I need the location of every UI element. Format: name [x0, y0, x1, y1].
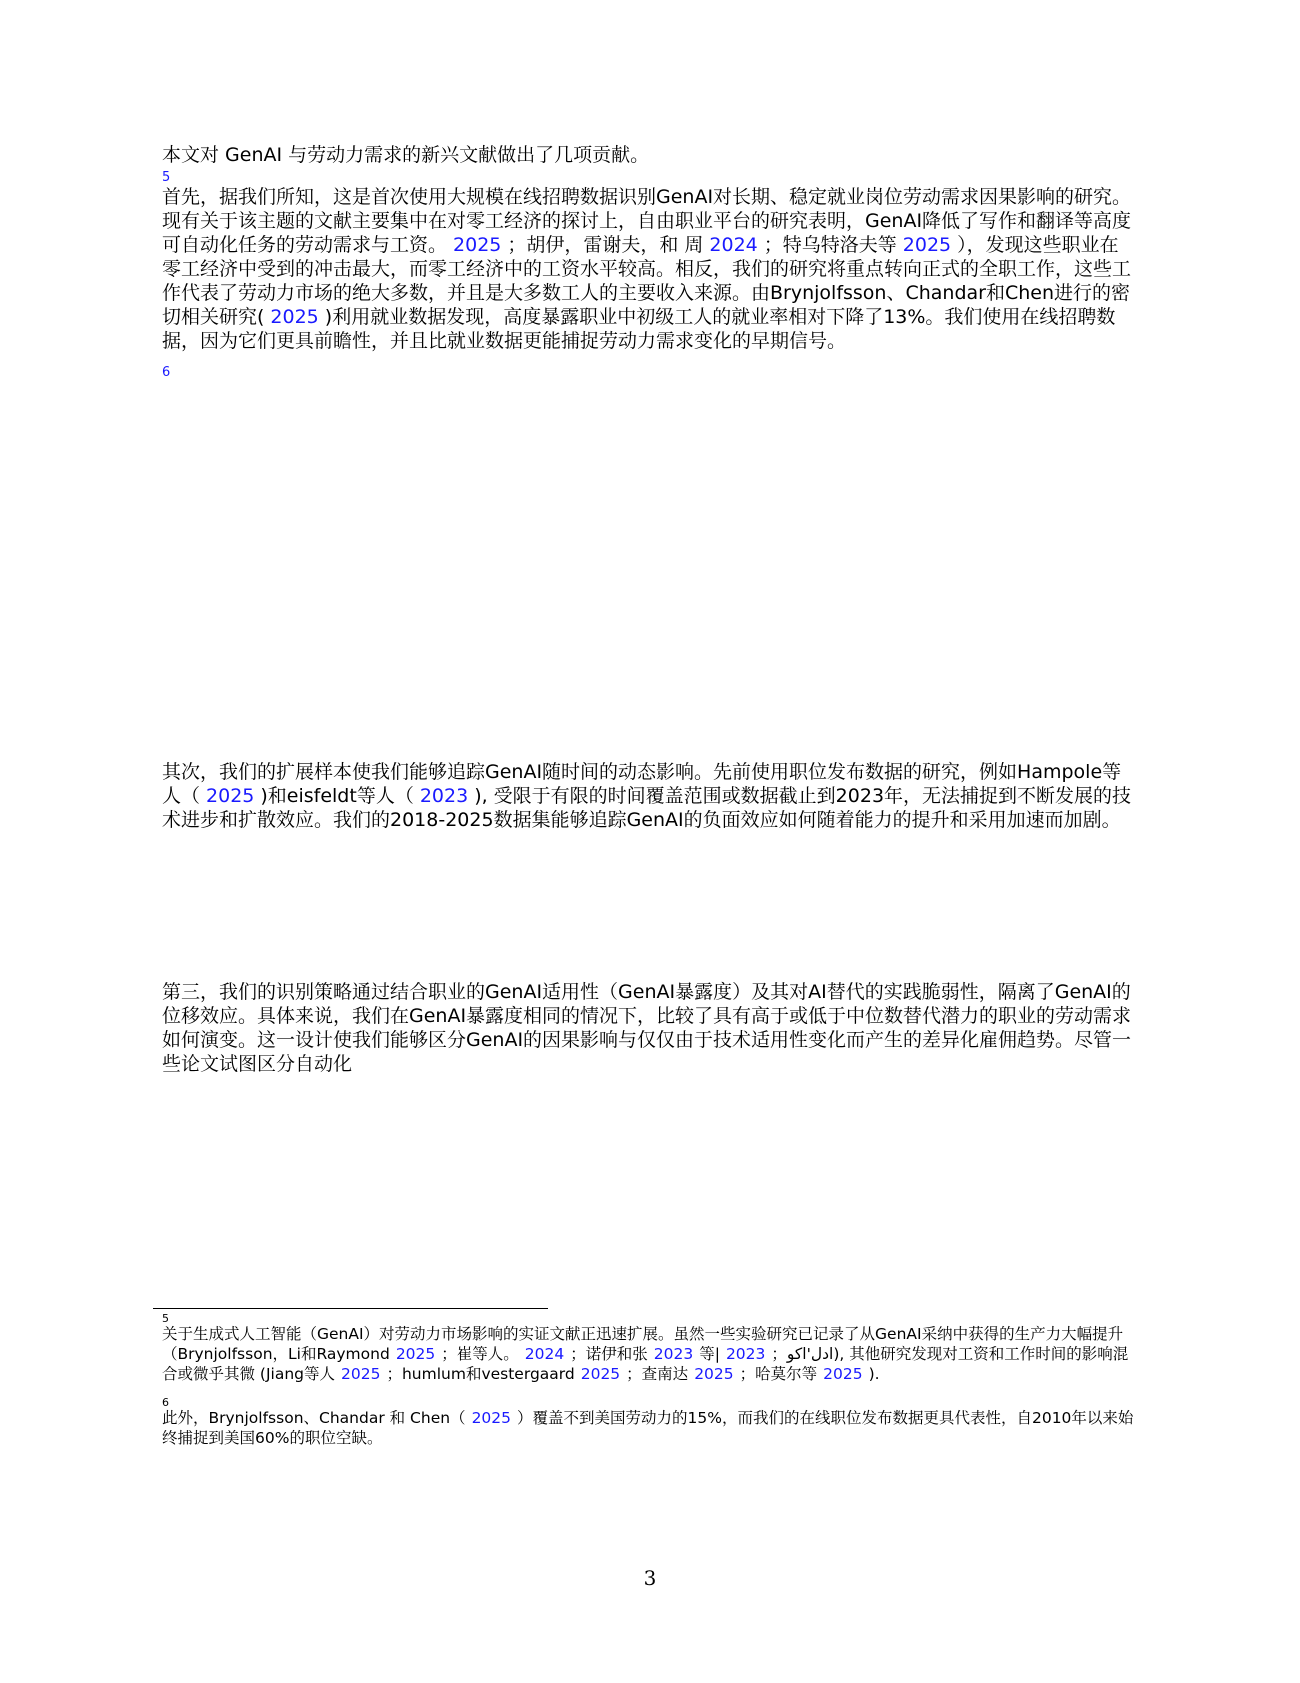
footnote-separator — [153, 1308, 548, 1309]
footnote-marker-5[interactable]: 5 — [162, 170, 171, 185]
citation-link[interactable]: 2023 — [725, 1345, 766, 1363]
paragraph-third-contribution: 第三，我们的识别策略通过结合职业的GenAI适用性（GenAI暴露度）及其对AI替代的实践脆弱性，隔离了GenAI的位移效应。具体来说，我们在GenAI暴露度相同的情况下，比较了具有高于或低于中位数替代潜力的职业的劳动需求如何演变。这一设计使我们能够区分GenAI的因果影响与仅仅由于技术适用性变化而产生的差异化雇佣趋势。尽管一些论文试图区分自动化 — [162, 981, 1132, 1075]
fn6-text: ）覆盖不到美国劳动力的15%，而我们的在线职位发布数据更具代表性，自2010年以来始终捕捉到美国60%的职位空缺。 — [162, 1409, 1134, 1447]
citation-link[interactable]: 2025 — [471, 1409, 512, 1427]
fn5-text: ；诺伊和张 — [570, 1345, 648, 1363]
fn6-text: 此外，Brynjolfsson、Chandar 和 Chen（ — [162, 1409, 466, 1427]
intro-sentence: 本文对 GenAI 与劳动力需求的新兴文献做出了几项贡献。 — [162, 144, 650, 166]
fn5-text: ), 其他研究发现对工资和工作时间的影响混合或微乎其微 (Jiang等人 — [162, 1345, 1129, 1383]
citation-link[interactable]: 2025 — [453, 234, 502, 256]
fn5-text: ；humlum和vestergaard — [386, 1365, 575, 1383]
citation-link[interactable]: 2025 — [580, 1365, 621, 1383]
citation-link[interactable]: 2025 — [902, 234, 952, 256]
citation-link[interactable]: 2024 — [524, 1345, 565, 1363]
footnote-marker-6[interactable]: 6 — [162, 365, 171, 380]
citation-link[interactable]: 2025 — [395, 1345, 436, 1363]
citation-link[interactable]: 2023 — [419, 785, 469, 807]
citation-link[interactable]: 2025 — [206, 785, 255, 807]
footnote-5 — [162, 1324, 1137, 1384]
p1-text-5: )利用就业数据发现，高度暴露职业中初级工人的就业率相对下降了13%。我们使用在线招聘数据，因为它们更具前瞻性，并且比就业数据更能捕捉劳动力需求变化的早期信号。 — [162, 306, 1116, 352]
p1-text-1: 首先，据我们所知，这是首次使用大规模在线招聘数据识别GenAI对长期、稳定就业岗位劳动需求因果影响的研究。现有关于该主题的文献主要集中在对零工经济的探讨上，自由职业平台的研究表明，GenAI降低了写作和翻译等高度可自动化任务的劳动需求与工资。 — [162, 186, 1132, 256]
page-number: 3 — [643, 1566, 657, 1590]
citation-link[interactable]: 2023 — [653, 1345, 694, 1363]
paragraph-first-contribution — [162, 185, 1137, 353]
fn5-text: ). — [868, 1365, 880, 1383]
p2-text-2: )和eisfeldt等人（ — [260, 785, 414, 807]
footnote-number-6: 6 — [162, 1396, 169, 1409]
p2-text-3: ), 受限于有限的时间覆盖范围或数据截止到2023年，无法捕捉到不断发展的技术进步和扩散效应。我们的2018-2025数据集能够追踪GenAI的负面效应如何随着能力的提升和采用加速而加剧。 — [162, 785, 1132, 831]
fn5-text: 关于生成式人工智能（GenAI）对劳动力市场影响的实证文献正迅速扩展。虽然一些实验研究已记录了从GenAI采纳中获得的生产力大幅提升（Brynjolfsson，Li和Raymond — [162, 1325, 1124, 1363]
p2-text-1: 其次，我们的扩展样本使我们能够追踪GenAI随时间的动态影响。先前使用职位发布数据的研究，例如Hampole等人（ — [162, 761, 1122, 807]
p1-text-2: ；胡伊，雷谢夫，和 周 — [507, 234, 704, 256]
footnote-6 — [162, 1408, 1137, 1448]
citation-link[interactable]: 2025 — [823, 1365, 863, 1383]
p1-text-3: ；特乌特洛夫等 — [763, 234, 897, 256]
citation-link[interactable]: 2024 — [709, 234, 758, 256]
p1-text-4: ），发现这些职业在零工经济中受到的冲击最大，而零工经济中的工资水平较高。相反，我们的研究将重点转向正式的全职工作，这些工作代表了劳动力市场的绝大多数，并且是大多数工人的主要收入来源。由Brynjolfsson、Chandar和Chen进行的密切相关研究( — [162, 234, 1132, 328]
paragraph-second-contribution — [162, 760, 1137, 832]
fn5-text: ；哈莫尔等 — [739, 1365, 818, 1383]
citation-link[interactable]: 2025 — [341, 1365, 381, 1383]
fn5-text: 等|ادل'اكو； — [699, 1345, 834, 1363]
fn5-text: ；崔等人。 — [441, 1345, 519, 1363]
footnote-number-5: 5 — [162, 1312, 169, 1325]
citation-link[interactable]: 2025 — [694, 1365, 734, 1383]
fn5-text: ；查南达 — [626, 1365, 689, 1383]
citation-link[interactable]: 2025 — [270, 306, 319, 328]
